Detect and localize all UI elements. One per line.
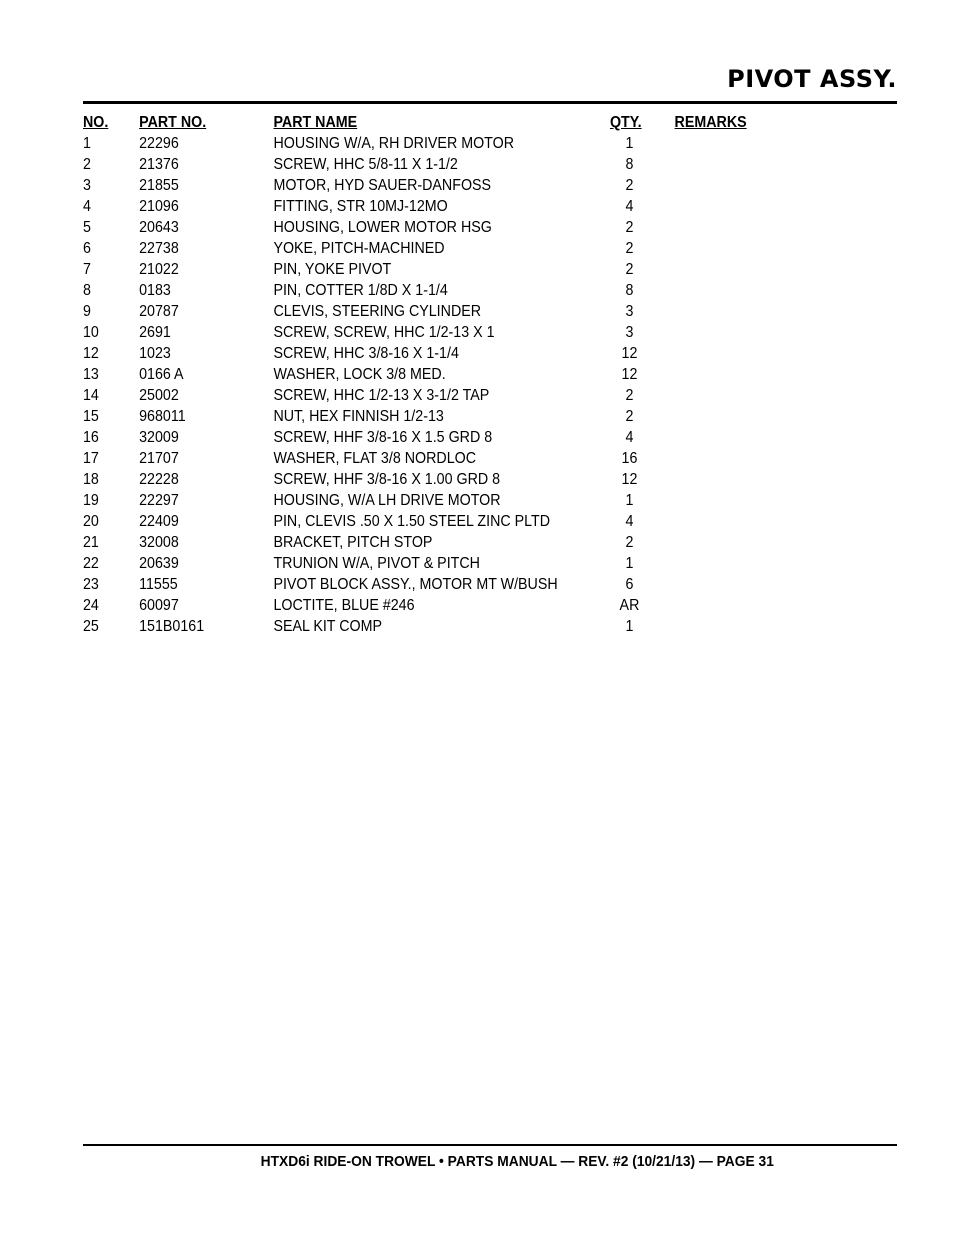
part-qty: 3 [625, 324, 634, 341]
part-number-index: 17 [83, 450, 99, 467]
table-row [83, 427, 832, 448]
header-qty: QTY. [609, 114, 642, 131]
table-row [83, 280, 832, 301]
part-qty: 1 [625, 555, 634, 572]
table-header [83, 112, 832, 133]
table-row [83, 322, 832, 343]
table-row [83, 595, 832, 616]
part-number-index: 8 [83, 282, 91, 299]
part-number-index: 25 [83, 618, 99, 635]
table-row [83, 448, 832, 469]
part-number: 151B0161 [139, 618, 205, 635]
page-title: PIVOT ASSY. [727, 65, 897, 93]
header-rule [83, 101, 897, 104]
part-name: CLEVIS, STEERING CYLINDER [273, 303, 482, 320]
part-qty: 12 [621, 345, 638, 362]
part-name: SCREW, HHF 3/8-16 X 1.00 GRD 8 [273, 471, 501, 488]
part-number-index: 3 [83, 177, 91, 194]
part-number-index: 7 [83, 261, 91, 278]
part-number-index: 9 [83, 303, 91, 320]
part-number: 20787 [139, 303, 179, 320]
table-row [83, 490, 832, 511]
part-qty: 1 [625, 135, 634, 152]
part-number: 11555 [139, 576, 178, 593]
part-number: 32009 [139, 429, 179, 446]
part-number-index: 12 [83, 345, 99, 362]
part-name: SCREW, HHC 1/2-13 X 3-1/2 TAP [273, 387, 490, 404]
part-name: SEAL KIT COMP [273, 618, 383, 635]
table-row [83, 301, 832, 322]
part-number: 0166 A [139, 366, 184, 383]
part-name: PIN, YOKE PIVOT [273, 261, 392, 278]
table-row [83, 511, 832, 532]
part-number: 22296 [139, 135, 179, 152]
part-name: FITTING, STR 10MJ-12MO [273, 198, 448, 215]
part-qty: 2 [625, 177, 634, 194]
part-number: 0183 [139, 282, 171, 299]
part-qty: 2 [625, 240, 634, 257]
part-qty: AR [619, 597, 640, 614]
part-name: PIVOT BLOCK ASSY., MOTOR MT W/BUSH [273, 576, 558, 593]
part-number: 21855 [139, 177, 179, 194]
part-qty: 12 [621, 366, 638, 383]
part-qty: 2 [625, 261, 634, 278]
part-number: 22409 [139, 513, 179, 530]
part-qty: 2 [625, 219, 634, 236]
part-number: 60097 [139, 597, 179, 614]
table-row [83, 196, 832, 217]
part-qty: 3 [625, 303, 634, 320]
part-name: PIN, CLEVIS .50 X 1.50 STEEL ZINC PLTD [273, 513, 551, 530]
part-name: MOTOR, HYD SAUER-DANFOSS [273, 177, 492, 194]
part-qty: 1 [625, 618, 634, 635]
header-remarks: REMARKS [674, 114, 747, 131]
part-number-index: 20 [83, 513, 99, 530]
part-number-index: 6 [83, 240, 91, 257]
part-name: BRACKET, PITCH STOP [273, 534, 433, 551]
part-number-index: 15 [83, 408, 99, 425]
part-name: NUT, HEX FINNISH 1/2-13 [273, 408, 444, 425]
part-qty: 2 [625, 387, 634, 404]
part-qty: 8 [625, 282, 634, 299]
part-name: LOCTITE, BLUE #246 [273, 597, 415, 614]
part-name: TRUNION W/A, PIVOT & PITCH [273, 555, 480, 572]
part-number: 21707 [139, 450, 179, 467]
part-qty: 6 [625, 576, 634, 593]
page-footer: HTXD6i RIDE-ON TROWEL • PARTS MANUAL — REV. #2 (10/21/13) — PAGE 31 [260, 1153, 774, 1170]
part-name: HOUSING, W/A LH DRIVE MOTOR [273, 492, 501, 509]
table-row [83, 385, 832, 406]
part-qty: 8 [625, 156, 634, 173]
part-name: WASHER, FLAT 3/8 NORDLOC [273, 450, 477, 467]
part-name: PIN, COTTER 1/8D X 1-1/4 [273, 282, 448, 299]
part-name: HOUSING W/A, RH DRIVER MOTOR [273, 135, 515, 152]
table-row [83, 553, 832, 574]
table-row [83, 133, 832, 154]
part-name: SCREW, HHC 3/8-16 X 1-1/4 [273, 345, 459, 362]
part-number-index: 5 [83, 219, 91, 236]
part-number: 22297 [139, 492, 179, 509]
table-row [83, 217, 832, 238]
part-number-index: 13 [83, 366, 99, 383]
part-number-index: 19 [83, 492, 99, 509]
part-number-index: 10 [83, 324, 99, 341]
part-number: 22228 [139, 471, 179, 488]
part-number-index: 14 [83, 387, 99, 404]
part-name: SCREW, HHC 5/8-11 X 1-1/2 [273, 156, 458, 173]
table-row [83, 616, 832, 637]
part-number: 2691 [139, 324, 171, 341]
part-name: WASHER, LOCK 3/8 MED. [273, 366, 446, 383]
part-number-index: 21 [83, 534, 99, 551]
part-number: 32008 [139, 534, 179, 551]
table-row [83, 259, 832, 280]
table-row [83, 406, 832, 427]
part-name: YOKE, PITCH-MACHINED [273, 240, 445, 257]
part-name: HOUSING, LOWER MOTOR HSG [273, 219, 492, 236]
part-number: 968011 [139, 408, 186, 425]
part-number-index: 16 [83, 429, 99, 446]
table-row [83, 364, 832, 385]
header-no: NO. [83, 114, 109, 131]
table-row [83, 532, 832, 553]
part-number-index: 1 [83, 135, 91, 152]
table-row [83, 574, 832, 595]
part-number: 1023 [139, 345, 171, 362]
part-number-index: 23 [83, 576, 99, 593]
part-qty: 12 [621, 471, 638, 488]
part-number-index: 18 [83, 471, 99, 488]
part-qty: 4 [625, 513, 634, 530]
table-row [83, 343, 832, 364]
part-qty: 16 [621, 450, 638, 467]
header-part-no: PART NO. [139, 114, 207, 131]
part-number-index: 4 [83, 198, 91, 215]
part-number: 20643 [139, 219, 179, 236]
part-number-index: 24 [83, 597, 99, 614]
part-number: 21096 [139, 198, 179, 215]
part-qty: 4 [625, 429, 634, 446]
part-qty: 1 [625, 492, 634, 509]
part-number-index: 22 [83, 555, 99, 572]
part-name: SCREW, SCREW, HHC 1/2-13 X 1 [273, 324, 495, 341]
part-name: SCREW, HHF 3/8-16 X 1.5 GRD 8 [273, 429, 493, 446]
part-qty: 2 [625, 534, 634, 551]
part-qty: 2 [625, 408, 634, 425]
table-row [83, 238, 832, 259]
part-number: 20639 [139, 555, 179, 572]
footer-rule [83, 1144, 897, 1146]
part-number: 21376 [139, 156, 179, 173]
part-number: 21022 [139, 261, 179, 278]
part-number: 25002 [139, 387, 179, 404]
parts-table [83, 112, 897, 637]
part-qty: 4 [625, 198, 634, 215]
table-body [83, 133, 897, 637]
part-number-index: 2 [83, 156, 91, 173]
header-part-name: PART NAME [273, 114, 358, 131]
part-number: 22738 [139, 240, 179, 257]
table-row [83, 175, 832, 196]
table-row [83, 154, 832, 175]
table-row [83, 469, 832, 490]
